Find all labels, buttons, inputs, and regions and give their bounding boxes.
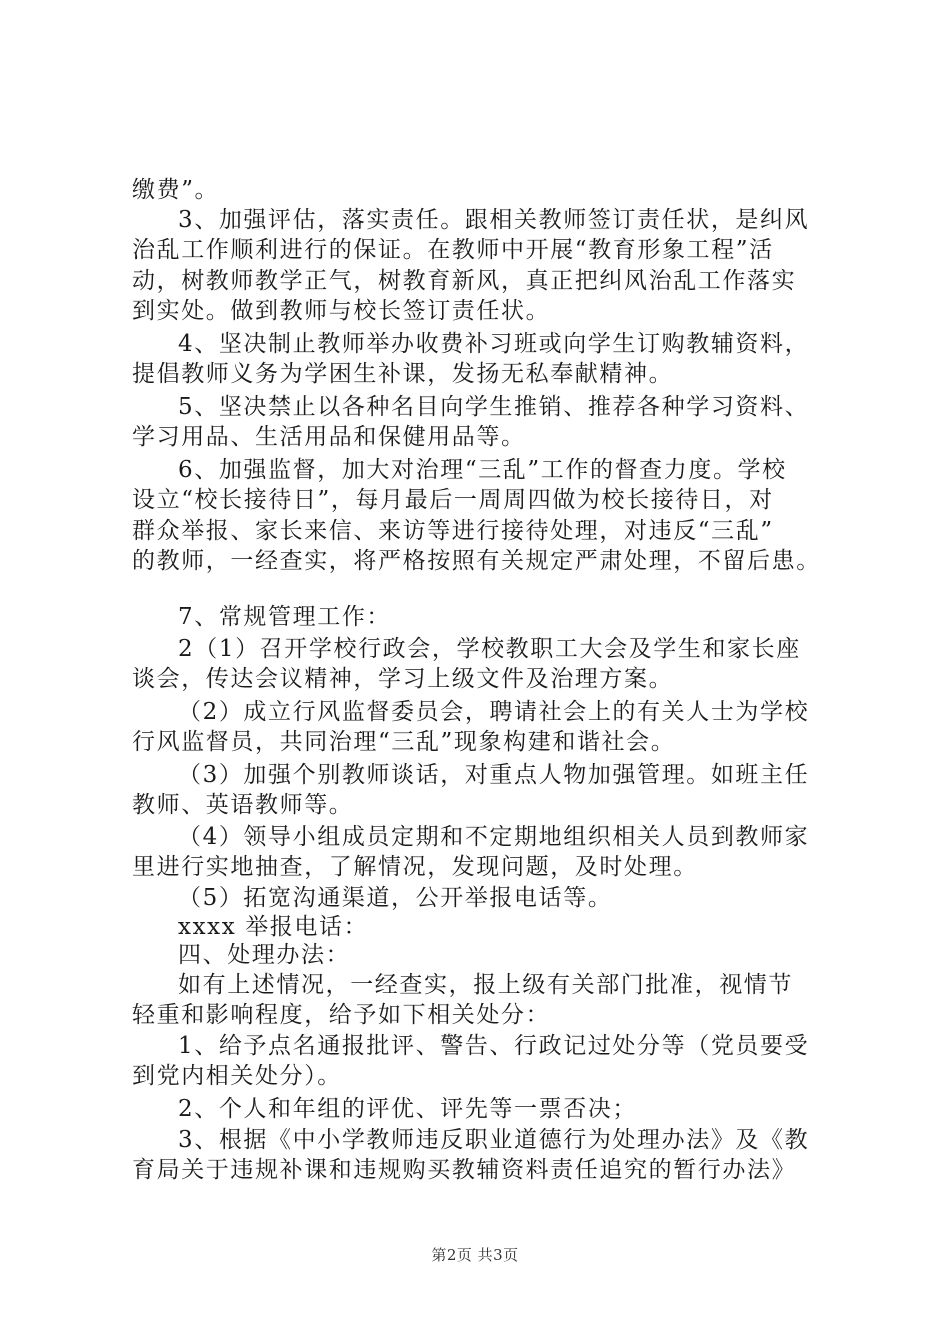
- text-line: 轻重和影响程度，给予如下相关处分：: [132, 1002, 551, 1028]
- text-line: 2（1）召开学校行政会，学校教职工大会及学生和家长座: [178, 636, 801, 662]
- text-line: 2、个人和年组的评优、评先等一票否决；: [178, 1096, 638, 1122]
- text-line: （2）成立行风监督委员会，聘请社会上的有关人士为学校: [178, 699, 810, 725]
- text-line: 治乱工作顺利进行的保证。在教师中开展“教育形象工程”活: [132, 237, 774, 263]
- text-line: 缴费”。: [132, 177, 220, 203]
- text-line: 7、常规管理工作：: [178, 604, 392, 630]
- text-line: 1、给予点名通报批评、警告、行政记过处分等（党员要受: [178, 1033, 810, 1059]
- text-line: 3、根据《中小学教师违反职业道德行为处理办法》及《教: [178, 1127, 810, 1153]
- text-line: 3、加强评估，落实责任。跟相关教师签订责任状，是纠风: [178, 207, 810, 233]
- page-number-footer: 第2页 共3页: [431, 1246, 519, 1264]
- text-line: 育局关于违规补课和违规购买教辅资料责任追究的暂行办法》: [132, 1157, 797, 1183]
- text-line: 里进行实地抽查，了解情况，发现问题，及时处理。: [132, 854, 698, 880]
- text-line: 动，树教师教学正气，树教育新风，真正把纠风治乱工作落实: [132, 268, 797, 294]
- text-line: 6、加强监督，加大对治理“三乱”工作的督查力度。学校: [178, 457, 787, 483]
- text-line: 学习用品、生活用品和保健用品等。: [132, 424, 526, 450]
- text-line: 群众举报、家长来信、来访等进行接待处理，对违反“三乱”: [132, 518, 774, 544]
- text-line: 4、坚决制止教师举办收费补习班或向学生订购教辅资料，: [178, 331, 810, 357]
- text-line: （3）加强个别教师谈话，对重点人物加强管理。如班主任: [178, 762, 810, 788]
- text-line: （5）拓宽沟通渠道，公开举报电话等。: [178, 885, 613, 911]
- text-line: 如有上述情况，一经查实，报上级有关部门批准，视情节: [178, 972, 793, 998]
- text-line: 谈会，传达会议精神，学习上级文件及治理方案。: [132, 666, 674, 692]
- text-line: 5、坚决禁止以各种名目向学生推销、推荐各种学习资料、: [178, 394, 810, 420]
- text-line: 提倡教师义务为学困生补课，发扬无私奉献精神。: [132, 361, 674, 387]
- text-line: 行风监督员，共同治理“三乱”现象构建和谐社会。: [132, 729, 676, 755]
- text-line: 到实处。做到教师与校长签订责任状。: [132, 298, 551, 324]
- text-line: 到党内相关处分）。: [132, 1063, 342, 1089]
- text-line: 的教师，一经查实，将严格按照有关规定严肃处理，不留后患。: [132, 548, 821, 574]
- text-line: xxxx 举报电话：: [178, 914, 369, 940]
- text-line: 教师、英语教师等。: [132, 792, 354, 818]
- text-line: （4）领导小组成员定期和不定期地组织相关人员到教师家: [178, 824, 810, 850]
- text-line: 四、处理办法：: [178, 942, 351, 968]
- text-line: 设立“校长接待日”，每月最后一周周四做为校长接待日，对: [132, 487, 774, 513]
